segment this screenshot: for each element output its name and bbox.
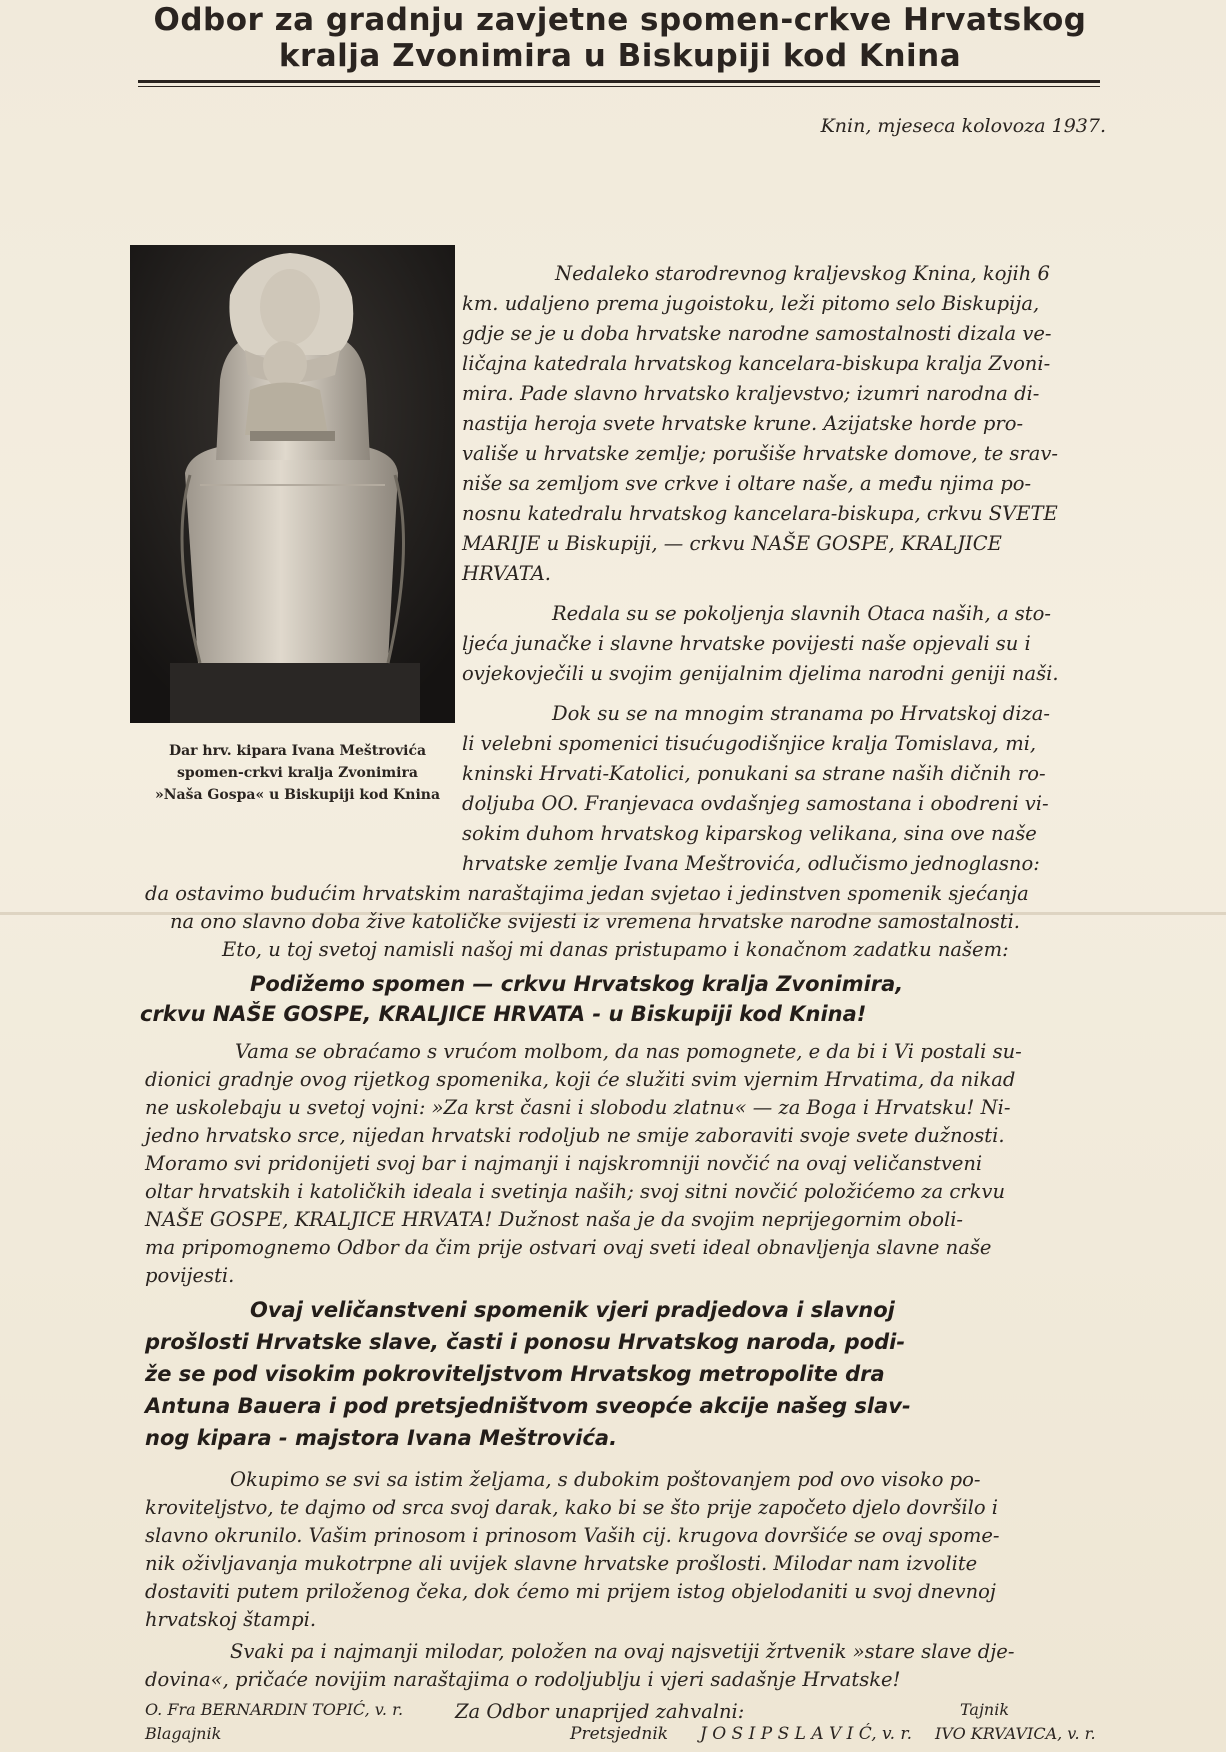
photo-caption (140, 740, 455, 806)
caption-line: Dar hrv. kipara Ivana Meštrovića (168, 743, 427, 759)
body-line: ličajna katedrala hrvatskog kancelara-biskupa kralja Zvoni- (462, 352, 1051, 375)
body-line: hrvatskoj štampi. (145, 1608, 317, 1631)
body-line: Dok su se na mnogim stranama po Hrvatskoj diza- (552, 702, 1051, 725)
secretary-title: Tajnik (960, 1700, 1010, 1719)
dateline: Knin, mjeseca kolovoza 1937. (820, 115, 1106, 137)
body-line: vališe u hrvatske zemlje; porušiše hrvatske domove, te srav- (462, 442, 1058, 465)
patronage-line: Antuna Bauera i pod pretsjedništvom sveopće akcije našeg slav- (145, 1394, 911, 1418)
header-rule-thin (138, 86, 1100, 87)
body-line: Eto, u toj svetoj namisli našoj mi danas pristupamo i konačnom zadatku našem: (222, 938, 1009, 961)
body-line: gdje se je u doba hrvatske narodne samostalnosti dizala ve- (462, 322, 1052, 345)
president-name: J O S I P S L A V I Ć, v. r. (700, 1724, 913, 1744)
body-line: MARIJE u Biskupiji, — crkvu NAŠE GOSPE, KRALJICE (462, 532, 1002, 555)
body-line: kninski Hrvati-Katolici, ponukani sa strane naših dičnih ro- (462, 762, 1046, 785)
body-line: doljuba OO. Franjevaca ovdašnjeg samostana i obodreni vi- (462, 792, 1049, 815)
body-line: dostaviti putem priloženog čeka, dok ćemo mi prijem istog objelodaniti u svoj dnevnoj (145, 1580, 996, 1603)
body-line: dionici gradnje ovog rijetkog spomenika, koji će služiti svim vjernim Hrvatima, da nikad (145, 1068, 1016, 1091)
body-line: oltar hrvatskih i katoličkih ideala i svetinja naših; svoj sitni novčić položićemo za crkvu (145, 1180, 1005, 1203)
patronage-line: prošlosti Hrvatske slave, časti i ponosu Hrvatskog naroda, podi- (145, 1330, 906, 1354)
body-line: Nedaleko starodrevnog kraljevskog Knina, kojih 6 (555, 262, 1050, 285)
treasurer-title: Blagajnik (145, 1724, 222, 1743)
body-line: Okupimo se svi sa istim željama, s dubokim poštovanjem pod ovo visoko po- (230, 1468, 981, 1491)
header-title-line-2: kralja Zvonimira u Biskupiji kod Knina (278, 38, 962, 74)
patronage-line: Ovaj veličanstveni spomenik vjeri pradjedova i slavnoj (250, 1298, 895, 1322)
statue-illustration (130, 245, 455, 723)
body-line: Vama se obraćamo s vrućom molbom, da nas pomognete, e da bi i Vi postali su- (235, 1040, 1022, 1063)
patronage-line: nog kipara - majstora Ivana Meštrovića. (145, 1426, 618, 1450)
body-line: nik oživljavanja mukotrpne ali uvijek slavne hrvatske prošlosti. Milodar nam izvolite (145, 1552, 978, 1575)
body-line: Svaki pa i najmanji milodar, položen na ovaj najsvetiji žrtvenik »stare slave dje- (230, 1640, 1015, 1663)
body-line: nastija heroja svete hrvatske krune. Azijatske horde pro- (462, 412, 1024, 435)
closing-line: Za Odbor unaprijed zahvalni: (455, 1700, 745, 1723)
body-line: Redala su se pokoljenja slavnih Otaca naših, a sto- (552, 602, 1051, 625)
body-line: mira. Pade slavno hrvatsko kraljevstvo; izumri narodna di- (462, 382, 1040, 405)
body-line: li velebni spomenici tisućugodišnjice kralja Tomislava, mi, (462, 732, 1037, 755)
body-line: ma pripomognemo Odbor da čim prije ostvari ovaj sveti ideal obnavljenja slavne naše (145, 1236, 992, 1259)
header-title-line-1: Odbor za gradnju zavjetne spomen-crkve Hrvatskog (153, 2, 1087, 38)
body-line: HRVATA. (462, 562, 551, 585)
body-line: na ono slavno doba žive katoličke svijesti iz vremena hrvatske narodne samostalnosti. (170, 910, 1020, 933)
president-title: Pretsjednik (570, 1724, 669, 1744)
caption-line: spomen-crkvi kralja Zvonimira (177, 765, 418, 781)
body-line: ovjekovječili u svojim genijalnim djelima narodni geniji naši. (462, 662, 1059, 685)
body-line: ljeća junačke i slavne hrvatske povijesti naše opjevali su i (462, 632, 1031, 655)
body-line: ne uskolebaju u svetoj vojni: »Za krst časni i slobodu zlatnu« — za Boga i Hrvatsku! Ni- (145, 1096, 1011, 1119)
body-line: sokim duhom hrvatskog kiparskog velikana, sina ove naše (462, 822, 1037, 845)
body-line: niše sa zemljom sve crkve i oltare naše, a među njima po- (462, 472, 1032, 495)
caption-line: »Naša Gospa« u Biskupiji kod Knina (154, 787, 441, 803)
body-line: dovina«, pričaće novijim naraštajima o rodoljublju i vjeri sadašnje Hrvatske! (145, 1668, 901, 1691)
header-rule (138, 80, 1100, 83)
body-line: km. udaljeno prema jugoistoku, leži pitomo selo Biskupija, (462, 292, 1040, 315)
body-line: hrvatske zemlje Ivana Meštrovića, odlučismo jednoglasno: (462, 852, 1040, 875)
body-line: slavno okrunilo. Vašim prinosom i prinosom Vaših cij. krugova dovršiće se ovaj spome- (145, 1524, 1000, 1547)
body-line: kroviteljstvo, te dajmo od srca svoj darak, kako bi se što prije započeto djelo dovršilo i (145, 1496, 999, 1519)
treasurer-name: O. Fra BERNARDIN TOPIĆ, v. r. (145, 1700, 404, 1719)
body-line: Moramo svi pridonijeti svoj bar i najmanji i najskromniji novčić na ovaj veličanstveni (145, 1152, 983, 1175)
body-line: povijesti. (145, 1264, 235, 1287)
body-line: NAŠE GOSPE, KRALJICE HRVATA! Dužnost naša je da svojim neprijegornim oboli- (145, 1208, 964, 1231)
appeal-heading-line: crkvu NAŠE GOSPE, KRALJICE HRVATA - u Biskupiji kod Knina! (140, 1002, 867, 1026)
statue-photo (130, 245, 455, 723)
body-line: nosnu katedralu hrvatskog kancelara-biskupa, crkvu SVETE (462, 502, 1058, 525)
body-line: da ostavimo budućim hrvatskim naraštajima jedan svjetao i jedinstven spomenik sjećanja (145, 882, 1029, 905)
secretary-name: IVO KRVAVICA, v. r. (935, 1724, 1096, 1743)
patronage-line: že se pod visokim pokroviteljstvom Hrvatskog metropolite dra (145, 1362, 885, 1386)
body-line: jedno hrvatsko srce, nijedan hrvatski rodoljub ne smije zaboraviti svoje svete dužnosti. (145, 1124, 1005, 1147)
appeal-heading-line: Podižemo spomen — crkvu Hrvatskog kralja Zvonimira, (250, 972, 904, 996)
